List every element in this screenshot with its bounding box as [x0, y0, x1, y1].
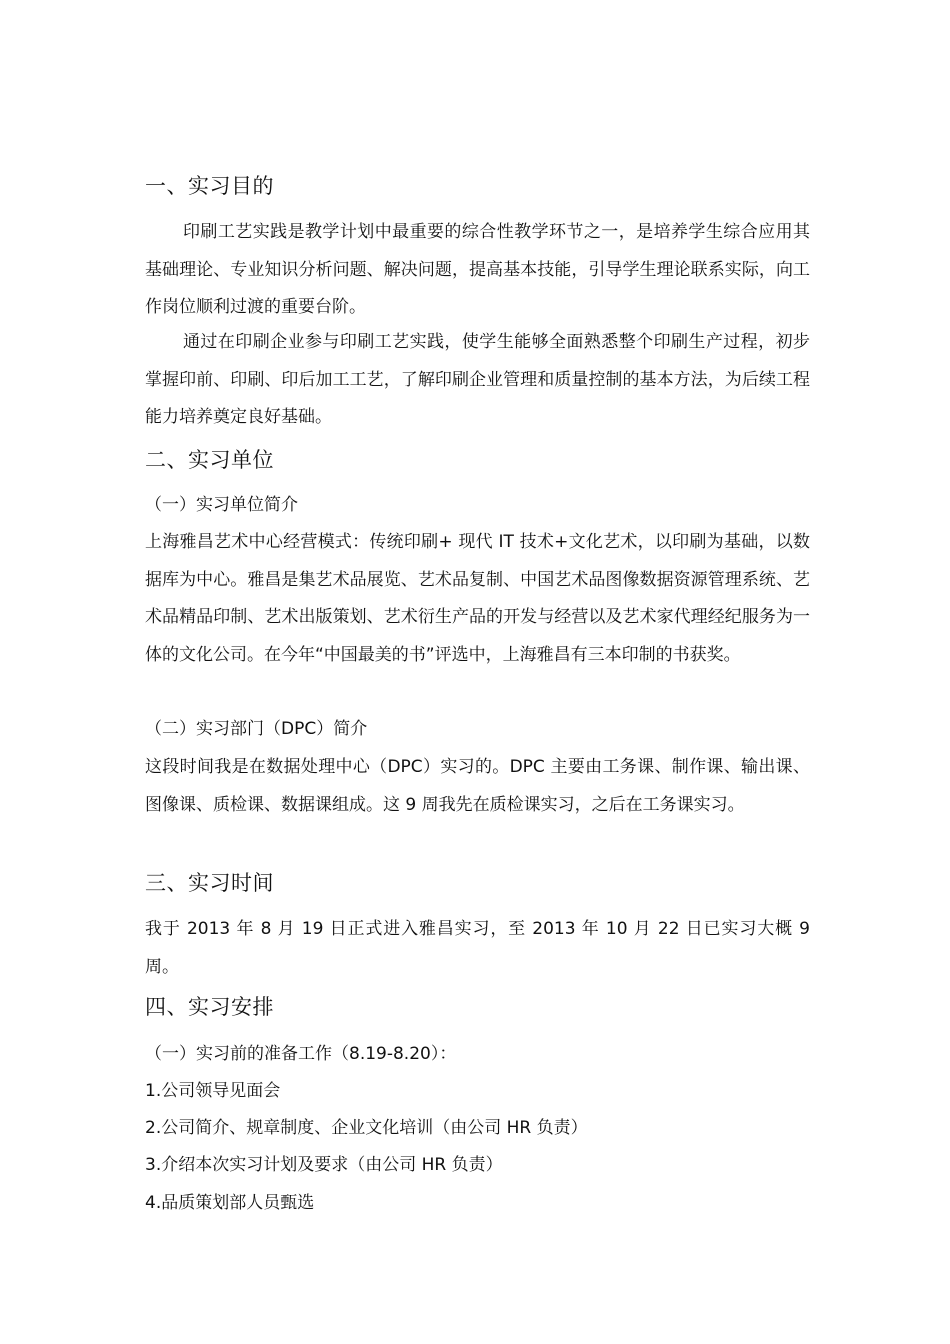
section-heading-arrangement: 四、实习安排 — [145, 995, 274, 1019]
list-item: 2.公司简介、规章制度、企业文化培训（由公司 HR 负责） — [145, 1118, 588, 1138]
paragraph-purpose-1: 印刷工艺实践是教学计划中最重要的综合性教学环节之一，是培养学生综合应用其基础理论、专业知识分析问题、解决问题，提高基本技能，引导学生理论联系实际，向工作岗位顺利过渡的重要台阶。 — [145, 222, 810, 317]
section-heading-purpose: 一、实习目的 — [145, 174, 274, 198]
subheading-unit-intro: （一）实习单位简介 — [145, 495, 298, 515]
paragraph-department-intro: 这段时间我是在数据处理中心（DPC）实习的。DPC 主要由工务课、制作课、输出课、图像课、质检课、数据课组成。这 9 周我先在质检课实习，之后在工务课实习。 — [145, 757, 810, 815]
section-heading-time: 三、实习时间 — [145, 871, 274, 895]
subheading-department-intro: （二）实习部门（DPC）简介 — [145, 719, 368, 739]
paragraph-purpose-2: 通过在印刷企业参与印刷工艺实践，使学生能够全面熟悉整个印刷生产过程，初步掌握印前、印刷、印后加工工艺，了解印刷企业管理和质量控制的基本方法，为后续工程能力培养奠定良好基础。 — [145, 332, 810, 427]
section-heading-unit: 二、实习单位 — [145, 448, 274, 472]
list-item: 4.品质策划部人员甄选 — [145, 1193, 315, 1213]
subheading-preparation: （一）实习前的准备工作（8.19-8.20）： — [145, 1044, 457, 1064]
list-item: 1.公司领导见面会 — [145, 1081, 281, 1101]
paragraph-unit-intro: 上海雅昌艺术中心经营模式：传统印刷+ 现代 IT 技术+文化艺术，以印刷为基础，以数据库为中心。雅昌是集艺术品展览、艺术品复制、中国艺术品图像数据资源管理系统、艺术品精品印制、艺术出版策划、艺术衍生产品的开发与经营以及艺术家代理经纪服务为一体的文化公司。在今年“中国最美的书”评选中，上海雅昌有三本印制的书获奖。 — [145, 532, 810, 665]
list-item: 3.介绍本次实习计划及要求（由公司 HR 负责） — [145, 1155, 503, 1175]
paragraph-time: 我于 2013 年 8 月 19 日正式进入雅昌实习，至 2013 年 10 月 22 日已实习大概 9 周。 — [145, 919, 810, 977]
